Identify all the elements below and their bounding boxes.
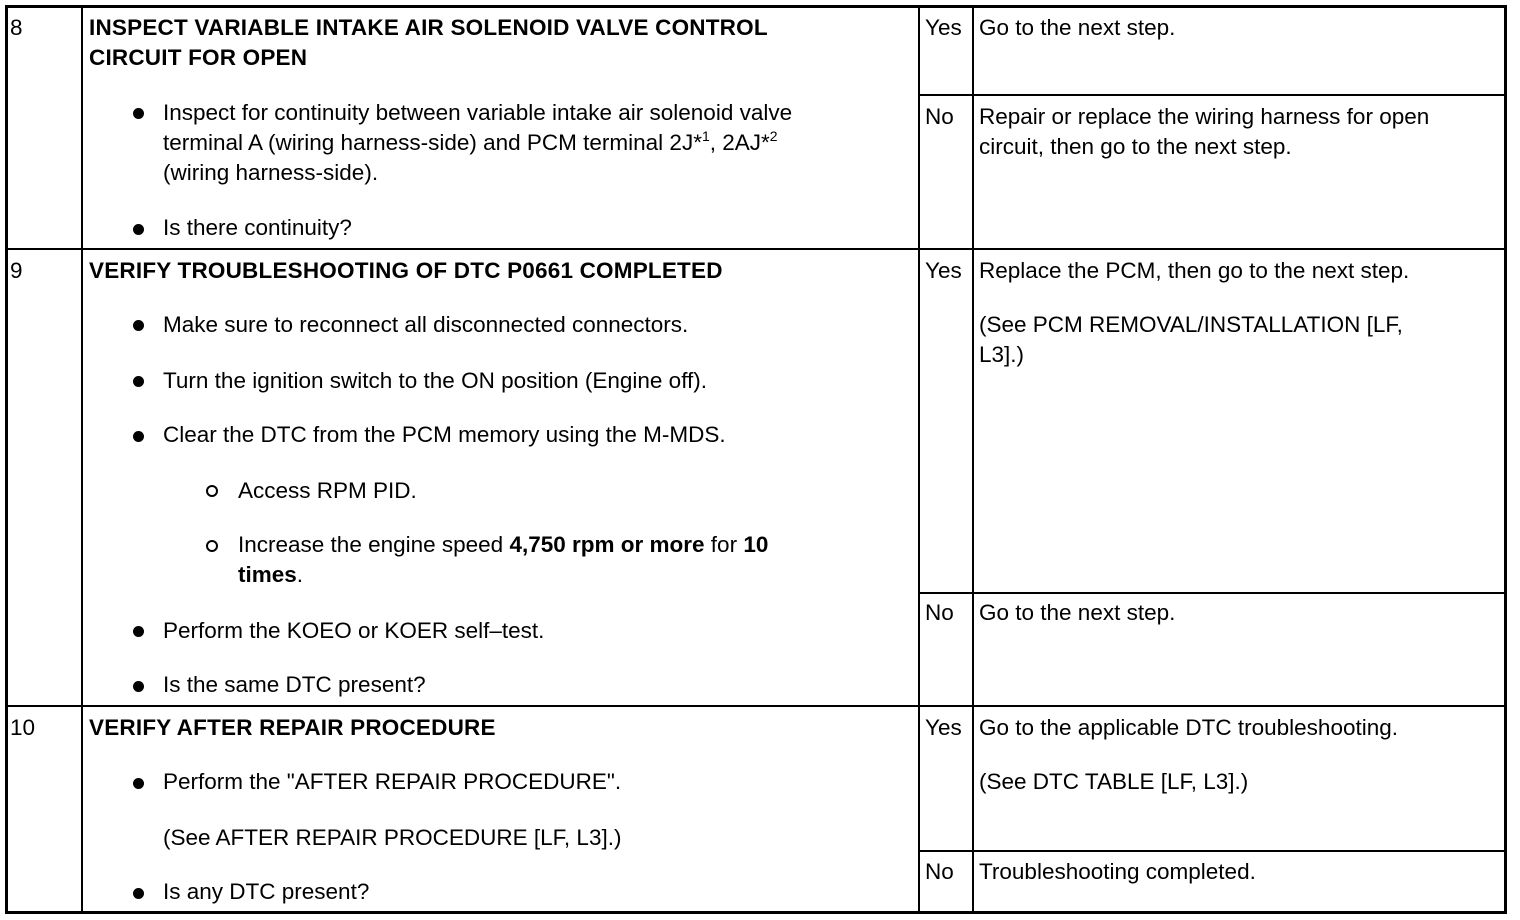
step-sub-instruction: Access RPM PID. (238, 478, 417, 503)
footnote-marker: 2 (769, 128, 778, 144)
bullet-icon (133, 108, 144, 119)
no-label: No (925, 600, 954, 625)
repeat-unit: times (238, 562, 297, 587)
step-question: Is the same DTC present? (163, 672, 426, 697)
step-instruction: Perform the KOEO or KOER self–test. (163, 618, 545, 643)
no-action: Troubleshooting completed. (979, 859, 1256, 884)
step-number: 9 (10, 258, 23, 283)
bullet-icon (133, 376, 144, 387)
step-instruction: Turn the ignition switch to the ON position (Engine off). (163, 368, 708, 393)
yes-action-reference: (See PCM REMOVAL/INSTALLATION [LF, (979, 312, 1403, 337)
yes-label: Yes (925, 715, 962, 740)
step-instruction (163, 128, 778, 158)
sub-bullet-icon (206, 540, 218, 552)
column-divider (972, 5, 974, 914)
step-number: 8 (10, 15, 23, 40)
no-label: No (925, 859, 954, 884)
yes-no-divider (918, 592, 1507, 594)
column-divider (918, 5, 920, 914)
step-title: CIRCUIT FOR OPEN (89, 45, 308, 70)
sub-bullet-icon (206, 485, 218, 497)
footnote-marker: 1 (701, 128, 710, 144)
step-instruction: Clear the DTC from the PCM memory using the M-MDS. (163, 422, 726, 447)
step-instruction-reference: (See AFTER REPAIR PROCEDURE [LF, L3].) (163, 825, 622, 850)
step-instruction: Inspect for continuity between variable intake air solenoid valve (163, 100, 793, 125)
yes-action-reference: (See DTC TABLE [LF, L3].) (979, 769, 1249, 794)
step-number: 10 (10, 715, 36, 740)
bullet-icon (133, 626, 144, 637)
step-sub-instruction (238, 560, 303, 590)
yes-action: Go to the applicable DTC troubleshooting. (979, 715, 1398, 740)
step-instruction: (wiring harness-side). (163, 160, 379, 185)
yes-label: Yes (925, 15, 962, 40)
no-label: No (925, 104, 954, 129)
yes-no-divider (918, 850, 1507, 852)
rpm-value: 4,750 rpm or more (509, 532, 705, 557)
bullet-icon (133, 431, 144, 442)
yes-action: Go to the next step. (979, 15, 1176, 40)
step-title: INSPECT VARIABLE INTAKE AIR SOLENOID VALVE CONTROL (89, 15, 768, 40)
no-action: Go to the next step. (979, 600, 1176, 625)
step-sub-instruction (238, 530, 768, 560)
instruction-text: , 2AJ* (709, 130, 770, 155)
row-divider (5, 705, 1507, 707)
bullet-icon (133, 888, 144, 899)
step-instruction: Perform the "AFTER REPAIR PROCEDURE". (163, 769, 622, 794)
yes-label: Yes (925, 258, 962, 283)
column-divider (81, 5, 83, 914)
step-title: VERIFY TROUBLESHOOTING OF DTC P0661 COMPLETED (89, 258, 723, 283)
instruction-text: Increase the engine speed (238, 532, 510, 557)
bullet-icon (133, 681, 144, 692)
yes-action: Replace the PCM, then go to the next step. (979, 258, 1410, 283)
step-title: VERIFY AFTER REPAIR PROCEDURE (89, 715, 496, 740)
instruction-text: terminal A (wiring harness-side) and PCM terminal 2J* (163, 130, 702, 155)
yes-action-reference: L3].) (979, 342, 1025, 367)
bullet-icon (133, 224, 144, 235)
step-instruction: Make sure to reconnect all disconnected connectors. (163, 312, 689, 337)
no-action: Repair or replace the wiring harness for open (979, 104, 1430, 129)
repeat-count: 10 (743, 532, 769, 557)
bullet-icon (133, 778, 144, 789)
bullet-icon (133, 320, 144, 331)
step-question: Is there continuity? (163, 215, 352, 240)
row-divider (5, 248, 1507, 250)
instruction-text: . (296, 562, 304, 587)
instruction-text: for (704, 532, 744, 557)
yes-no-divider (918, 94, 1507, 96)
step-question: Is any DTC present? (163, 879, 370, 904)
no-action: circuit, then go to the next step. (979, 134, 1292, 159)
